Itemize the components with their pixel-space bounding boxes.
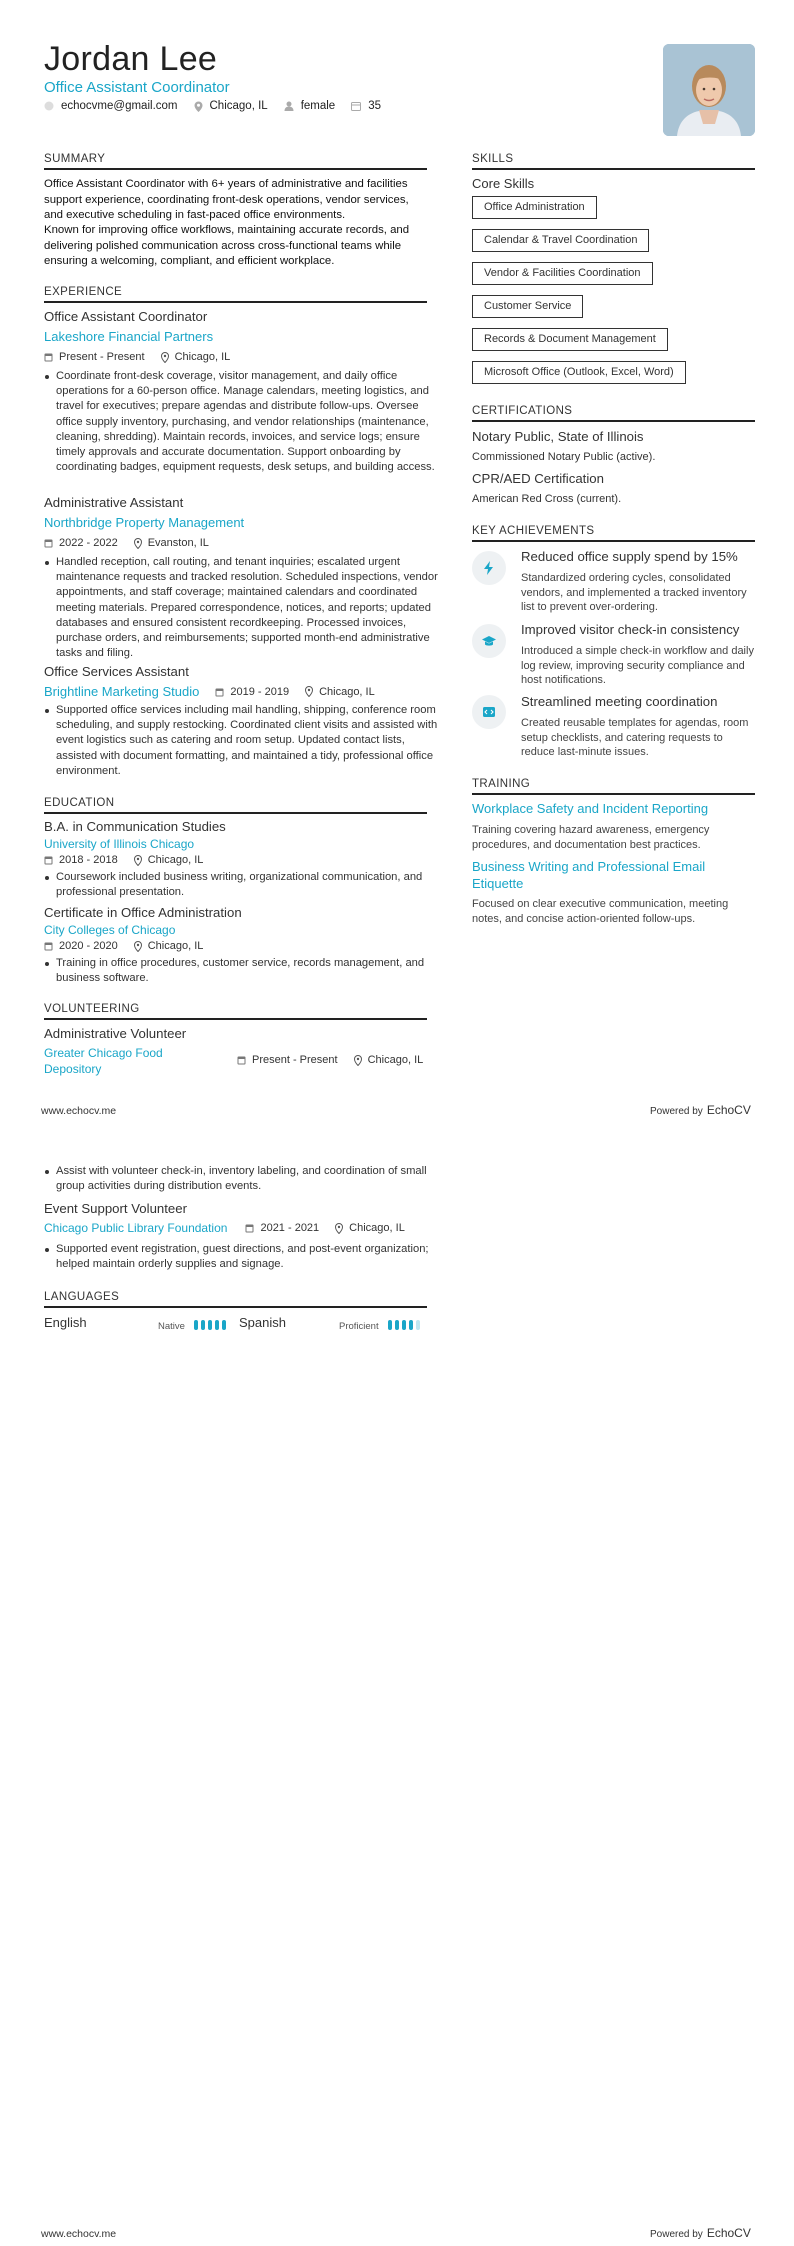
- experience-heading: EXPERIENCE: [44, 286, 427, 303]
- languages-heading: LANGUAGES: [44, 1291, 427, 1308]
- achievement-title: Reduced office supply spend by 15%: [521, 549, 738, 564]
- person-icon: [284, 101, 294, 111]
- school-name[interactable]: City Colleges of Chicago: [44, 923, 176, 937]
- skill-tag: Records & Document Management: [472, 328, 668, 351]
- volunteer-title: Administrative Volunteer: [44, 1026, 187, 1041]
- job-title: Office Assistant Coordinator: [44, 309, 208, 324]
- job-meta: 2019 - 2019 Chicago, IL: [215, 686, 390, 698]
- location-pin-icon: [305, 686, 313, 697]
- language-level: Proficient: [339, 1320, 379, 1332]
- summary-heading: SUMMARY: [44, 153, 427, 170]
- language-rating: [385, 1317, 420, 1335]
- training-title: Business Writing and Professional Email Etiquette: [472, 859, 706, 891]
- rating-dot: [395, 1320, 399, 1330]
- volunteer-bullets: [44, 1242, 439, 1272]
- brand-logo[interactable]: EchoCV: [706, 1103, 751, 1117]
- location-pin-icon: [194, 101, 203, 112]
- job-org-row: [44, 684, 391, 699]
- calendar-icon: [351, 101, 361, 111]
- contact-email[interactable]: echocvme@gmail.com: [44, 100, 178, 112]
- job-meta: 2022 - 2022 Evanston, IL: [44, 537, 225, 549]
- volunteer-title: Event Support Volunteer: [44, 1201, 187, 1216]
- calendar-icon: [44, 538, 53, 548]
- skill-tag: Vendor & Facilities Coordination: [472, 262, 653, 285]
- summary-text-2: Known for improving office workflows, maintaining accurate records, and delivering polished communication across cross-functional teams while ensuring a welcoming, compliant, and efficient workplace.: [44, 224, 410, 267]
- edu-meta: 2018 - 2018 Chicago, IL: [44, 854, 219, 866]
- volunteer-bullet: Supported event registration, guest directions, and post-event organization; helped maintain orderly supplies and signage.: [56, 1242, 439, 1272]
- volunteer-bullet: Assist with volunteer check-in, inventory labeling, and coordination of small group activities during distribution events.: [56, 1164, 439, 1194]
- school-name[interactable]: University of Illinois Chicago: [44, 837, 195, 851]
- rating-dot: [215, 1320, 219, 1330]
- achievement-desc: Created reusable templates for agendas, room setup checklists, and catering requests to reduce last-minute issues.: [521, 717, 749, 758]
- bolt-icon: [472, 551, 506, 585]
- edu-meta: 2020 - 2020 Chicago, IL: [44, 940, 219, 952]
- volunteer-org[interactable]: Greater Chicago Food Depository: [44, 1046, 163, 1076]
- calendar-icon: [44, 352, 53, 362]
- achievement-title: Streamlined meeting coordination: [521, 694, 718, 709]
- footer-site-link[interactable]: www.echocv.me: [41, 2228, 117, 2240]
- language-name: English: [44, 1315, 87, 1330]
- skill-tag: Calendar & Travel Coordination: [472, 229, 649, 252]
- edu-bullets: [44, 956, 439, 986]
- volunteer-meta: 2021 - 2021 Chicago, IL: [245, 1222, 420, 1234]
- edu-bullet: Training in office procedures, customer service, records management, and business software.: [56, 956, 439, 986]
- training-heading: TRAINING: [472, 778, 755, 795]
- volunteer-meta: Present - Present Chicago, IL: [237, 1054, 439, 1066]
- training-desc: Training covering hazard awareness, emergency procedures, and documentation best practices.: [472, 824, 710, 851]
- language-rating: [191, 1317, 226, 1335]
- degree-title: Certificate in Office Administration: [44, 905, 242, 920]
- certifications-heading: CERTIFICATIONS: [472, 405, 755, 422]
- language-level-row: [158, 1317, 226, 1335]
- language-level-row: [339, 1317, 420, 1335]
- job-bullets: [44, 703, 439, 779]
- skill-tag: Office Administration: [472, 196, 597, 219]
- job-bullet: Coordinate front-desk coverage, visitor management, and daily office operations for a 60-person office. Manage calendars, meeting logistics, and travel for executives; prepare agendas and distribute follow-ups. Oversee office supply inventory, purchasing, and vendor relationships (maintenance, cleaning, shredding). Maintain records, invoices, and service logs; ensure timely approvals and accurate documentation. Support onboarding by coordinating badges, equipment requests, desk setups, and building access.: [56, 369, 439, 475]
- footer-powered: Powered by EchoCV: [650, 1103, 751, 1117]
- education-heading: EDUCATION: [44, 797, 427, 814]
- cert-title: CPR/AED Certification: [472, 471, 604, 486]
- volunteer-org[interactable]: Chicago Public Library Foundation: [44, 1221, 228, 1235]
- contact-gender: female: [284, 100, 336, 112]
- achievements-heading: KEY ACHIEVEMENTS: [472, 525, 755, 542]
- skill-tag: Microsoft Office (Outlook, Excel, Word): [472, 361, 686, 384]
- cert-desc: Commissioned Notary Public (active).: [472, 451, 656, 463]
- rating-dot: [388, 1320, 392, 1330]
- rating-dot: [201, 1320, 205, 1330]
- volunteer-org-row: [44, 1221, 421, 1235]
- company-name[interactable]: Brightline Marketing Studio: [44, 684, 200, 699]
- company-name[interactable]: Northbridge Property Management: [44, 515, 245, 530]
- skills-heading: SKILLS: [472, 153, 755, 170]
- footer-site-link[interactable]: www.echocv.me: [41, 1105, 117, 1117]
- job-bullets: [44, 555, 439, 661]
- cert-title: Notary Public, State of Illinois: [472, 429, 644, 444]
- rating-dot: [208, 1320, 212, 1330]
- edu-bullets: [44, 870, 439, 900]
- code-icon: [472, 695, 506, 729]
- achievement-desc: Introduced a simple check-in workflow and daily log review, improving security compliance and host notifications.: [521, 645, 754, 686]
- edu-bullet: Coursework included business writing, organizational communication, and professional presentation.: [56, 870, 439, 900]
- contact-location: Chicago, IL: [194, 100, 268, 112]
- summary-text-1: Office Assistant Coordinator with 6+ years of administrative and facilities support experience, coordinating front-desk operations, vendor services, and executive scheduling in fast-paced office environments.: [44, 178, 409, 221]
- rating-dot: [402, 1320, 406, 1330]
- rating-dot: [194, 1320, 198, 1330]
- resume-page-2: [0, 1123, 794, 2246]
- contact-bar: [44, 100, 397, 112]
- location-pin-icon: [335, 1223, 343, 1234]
- location-pin-icon: [161, 352, 169, 363]
- language-name: Spanish: [239, 1315, 286, 1330]
- training-desc: Focused on clear executive communication, meeting notes, and concise action-oriented follow-ups.: [472, 898, 729, 925]
- language-level: Native: [158, 1320, 185, 1332]
- company-name[interactable]: Lakeshore Financial Partners: [44, 329, 214, 344]
- training-title: Workplace Safety and Incident Reporting: [472, 801, 709, 816]
- skills-group-title: Core Skills: [472, 176, 535, 191]
- calendar-icon: [44, 855, 53, 865]
- calendar-icon: [44, 941, 53, 951]
- brand-logo[interactable]: EchoCV: [706, 2226, 751, 2240]
- volunteering-heading: VOLUNTEERING: [44, 1003, 427, 1020]
- rating-dot: [416, 1320, 420, 1330]
- achievement-title: Improved visitor check-in consistency: [521, 622, 740, 637]
- job-title: Administrative Assistant: [44, 495, 184, 510]
- location-pin-icon: [134, 538, 142, 549]
- rating-dot: [409, 1320, 413, 1330]
- degree-title: B.A. in Communication Studies: [44, 819, 226, 834]
- footer-powered: Powered by EchoCV: [650, 2226, 751, 2240]
- achievement-desc: Standardized ordering cycles, consolidated vendors, and implemented a tracked inventory list to prevent over-ordering.: [521, 572, 747, 613]
- job-bullet: Supported office services including mail handling, shipping, conference room scheduling, and supply restocking. Coordinated client visits and assisted with event logistics such as catering and room setup. Updated contact lists, assisted with document formatting, and maintained a tidy, professional office environment.: [56, 703, 439, 779]
- location-pin-icon: [134, 941, 142, 952]
- job-bullet: Handled reception, call routing, and tenant inquiries; escalated urgent maintenance requests and tracked resolution. Scheduled inspections, vendor appointments, and staff coverage; maintained calendars and coordinated meeting materials. Prepared correspondence, notices, and reports; updated databases and ensured consistent recordkeeping. Processed invoices, purchase orders, and reimbursements; supported month-end administrative tasks and filing.: [56, 555, 439, 661]
- volunteer-bullets: [44, 1164, 439, 1194]
- cert-desc: American Red Cross (current).: [472, 493, 622, 505]
- location-pin-icon: [354, 1055, 362, 1066]
- job-bullets: [44, 369, 439, 475]
- location-pin-icon: [134, 855, 142, 866]
- contact-age: 35: [351, 100, 381, 112]
- calendar-icon: [245, 1223, 254, 1233]
- graduation-cap-icon: [472, 624, 506, 658]
- candidate-title: Office Assistant Coordinator: [44, 79, 230, 96]
- email-icon: [44, 101, 54, 111]
- candidate-name: Jordan Lee: [44, 40, 218, 78]
- profile-photo: [663, 44, 755, 136]
- skill-tag: Customer Service: [472, 295, 583, 318]
- job-title: Office Services Assistant: [44, 664, 189, 679]
- rating-dot: [222, 1320, 226, 1330]
- job-meta: Present - Present Chicago, IL: [44, 351, 246, 363]
- calendar-icon: [215, 687, 224, 697]
- calendar-icon: [237, 1055, 246, 1065]
